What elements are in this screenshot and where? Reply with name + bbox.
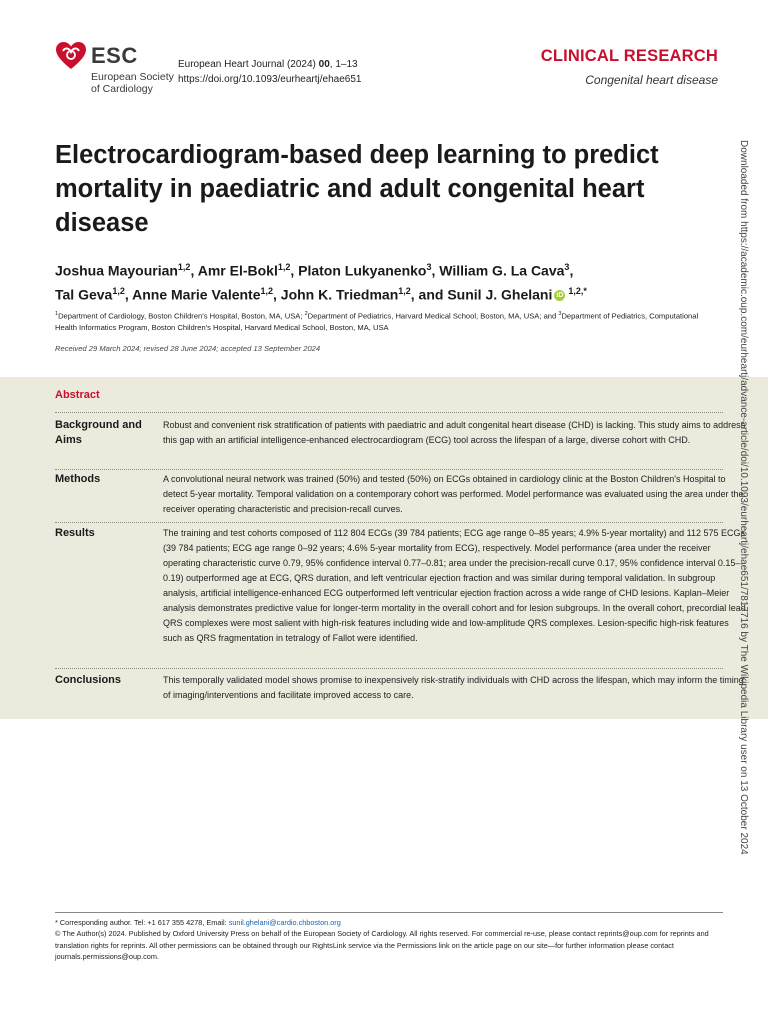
author-name: Joshua Mayourian (55, 262, 178, 279)
section-label: CLINICAL RESEARCH (540, 47, 718, 65)
received-dates: Received 29 March 2024; revised 28 June 2024; accepted 13 September 2024 (55, 344, 321, 353)
author-separator: , (431, 262, 440, 279)
author-name: Anne Marie Valente (132, 286, 261, 303)
download-watermark: Downloaded from https://academic.oup.com/eurheartj/advance-article/doi/10.1093/eurheartj/ehae651/7817716 by The Wikipedia Library user on 13 October 2024 (738, 140, 749, 855)
author-affiliation-mark: 1,2,* (568, 285, 587, 296)
footer-notes (55, 917, 725, 963)
abstract-divider (55, 522, 723, 523)
copyright-notice: © The Author(s) 2024. Published by Oxford University Press on behalf of the European Society of Cardiology. All rights reserved. For commercial re-use, please contact reprints@oup.com for reprints and translation rights for reprints. All other permissions can be obtained through our RightsLink service via the Permissions link on the article page on our site—for further information please contact journals.permissions@oup.com. (55, 929, 709, 962)
abstract-divider (55, 412, 723, 413)
author-affiliation-mark: 1,2 (112, 285, 125, 296)
author-affiliation-mark: 3 (426, 262, 432, 272)
affiliations (55, 309, 715, 333)
author-name: Sunil J. Ghelani (447, 286, 553, 303)
heart-logo-icon (55, 40, 87, 72)
article-title: Electrocardiogram-based deep learning to predict mortality in paediatric and adult congenital heart disease (55, 141, 659, 237)
abstract-label: Results (55, 527, 95, 539)
subsection-label: Congenital heart disease (585, 73, 718, 87)
abstract-heading: Abstract (55, 389, 100, 401)
author-separator: , (190, 262, 198, 279)
affiliation-mark: 1 (55, 311, 59, 317)
abstract-label: Methods (55, 473, 101, 485)
affiliation-mark: 2 (304, 311, 308, 317)
logo-text: ESC (91, 43, 138, 68)
author-name: John K. Triedman (280, 286, 399, 303)
email-link[interactable]: sunil.ghelani@cardio.chboston.org (228, 918, 341, 927)
affiliation-mark: 3 (558, 311, 562, 317)
abstract-text: The training and test cohorts composed of 112 804 ECGs (39 784 patients; ECG age range 0–85 years; 4.9% 5-year mortality) and 112 575 ECGs (39 784 patients; ECG age range 0–92 years; 4.6% 5-year mortality from ECG), respectively. Model performance (area under the receiver operating characteristic curve 0.79, 95% confidence interval 0.77–0.81; area under the precision-recall curve 0.17, 95% confidence interval 0.15–0.19) outperformed age at ECG, QRS duration, and left ventricular ejection fraction and was similar during temporal validation. In subgroup analysis, artificial intelligence-enhanced ECG outperformed left ventricular ejection fraction across a wide range of CHD lesions. Kaplan–Meier analysis demonstrates predictive value for longer-term mortality in the overall cohort and for lesion subgroups. In the overall cohort, precordial lead QRS complexes were most salient with high-risk features including wide and low-amplitude QRS complexes. Lesion-specific high-risk features such as QRS fragmentation in tetralogy of Fallot were identified. (163, 528, 746, 643)
author-affiliation-mark: 1,2 (177, 262, 191, 272)
society-name: European Society of Cardiology (91, 71, 174, 95)
author-name: Platon Lukyanenko (298, 262, 427, 279)
esc-logo (55, 40, 175, 100)
section-heading (541, 47, 718, 87)
author-separator: , and (410, 286, 448, 303)
affiliation-text: Department of Cardiology, Boston Children's Hospital, Boston, MA, USA; (58, 311, 305, 321)
footer-divider (55, 912, 723, 913)
abstract-label: Conclusions (55, 674, 122, 686)
author-name: William G. La Cava (439, 262, 565, 279)
author-separator: , (290, 262, 299, 279)
orcid-icon[interactable]: iD (556, 292, 564, 300)
author-separator: , (273, 286, 281, 303)
abstract-text: A convolutional neural network was trained (50%) and tested (50%) on ECGs obtained in cardiology clinic at the Boston Children's Hospital to detect 5-year mortality. Temporal validation on a contemporary cohort was performed. Model performance was evaluated using the area under the receiver operating characteristic and precision-recall curves. (163, 474, 744, 514)
author-affiliation-mark: 1,2 (398, 285, 411, 296)
author-affiliation-mark: 1,2 (277, 262, 291, 272)
abstract-text: Robust and convenient risk stratification of patients with paediatric and adult congenital heart disease (CHD) is lacking. This study aims to address this gap with an artificial intelligence-enhanced electrocardiogram (ECG) tool across the lifespan of a large, diverse cohort with CHD. (163, 420, 746, 445)
affiliation-text: Department of Pediatrics, Harvard Medical School, Boston, MA, USA; and (307, 311, 559, 321)
doi-link[interactable]: https://doi.org/10.1093/eurheartj/ehae651 (178, 74, 362, 85)
author-affiliation-mark: 1,2 (260, 285, 274, 296)
author-list (55, 257, 705, 304)
affiliation-text: Department of Pediatrics, Computational Health Informatics Program, Boston Children's Hospital, Harvard Medical School, Boston, MA, USA (55, 311, 699, 332)
journal-citation: European Heart Journal (2024) 00, 1–13 https://doi.org/10.1093/eurheartj/ehae651 (178, 59, 362, 85)
abstract-divider (55, 668, 723, 669)
abstract-label: Background and Aims (55, 419, 142, 446)
author-separator: , (124, 286, 133, 303)
author-name: Amr El-Bokl (197, 262, 278, 279)
abstract-text: This temporally validated model shows promise to inexpensively risk-stratify individuals with CHD across the lifespan, which may inform the timing of imaging/interventions and facilitate improved access to care. (163, 675, 744, 700)
author-separator: , (569, 262, 574, 279)
abstract-divider (55, 469, 723, 470)
author-affiliation-mark: 3 (564, 262, 570, 272)
author-name: Tal Geva (55, 286, 113, 303)
corresponding-author: * Corresponding author. Tel: +1 617 355 4278, Email: sunil.ghelani@cardio.chboston.org (55, 918, 341, 927)
